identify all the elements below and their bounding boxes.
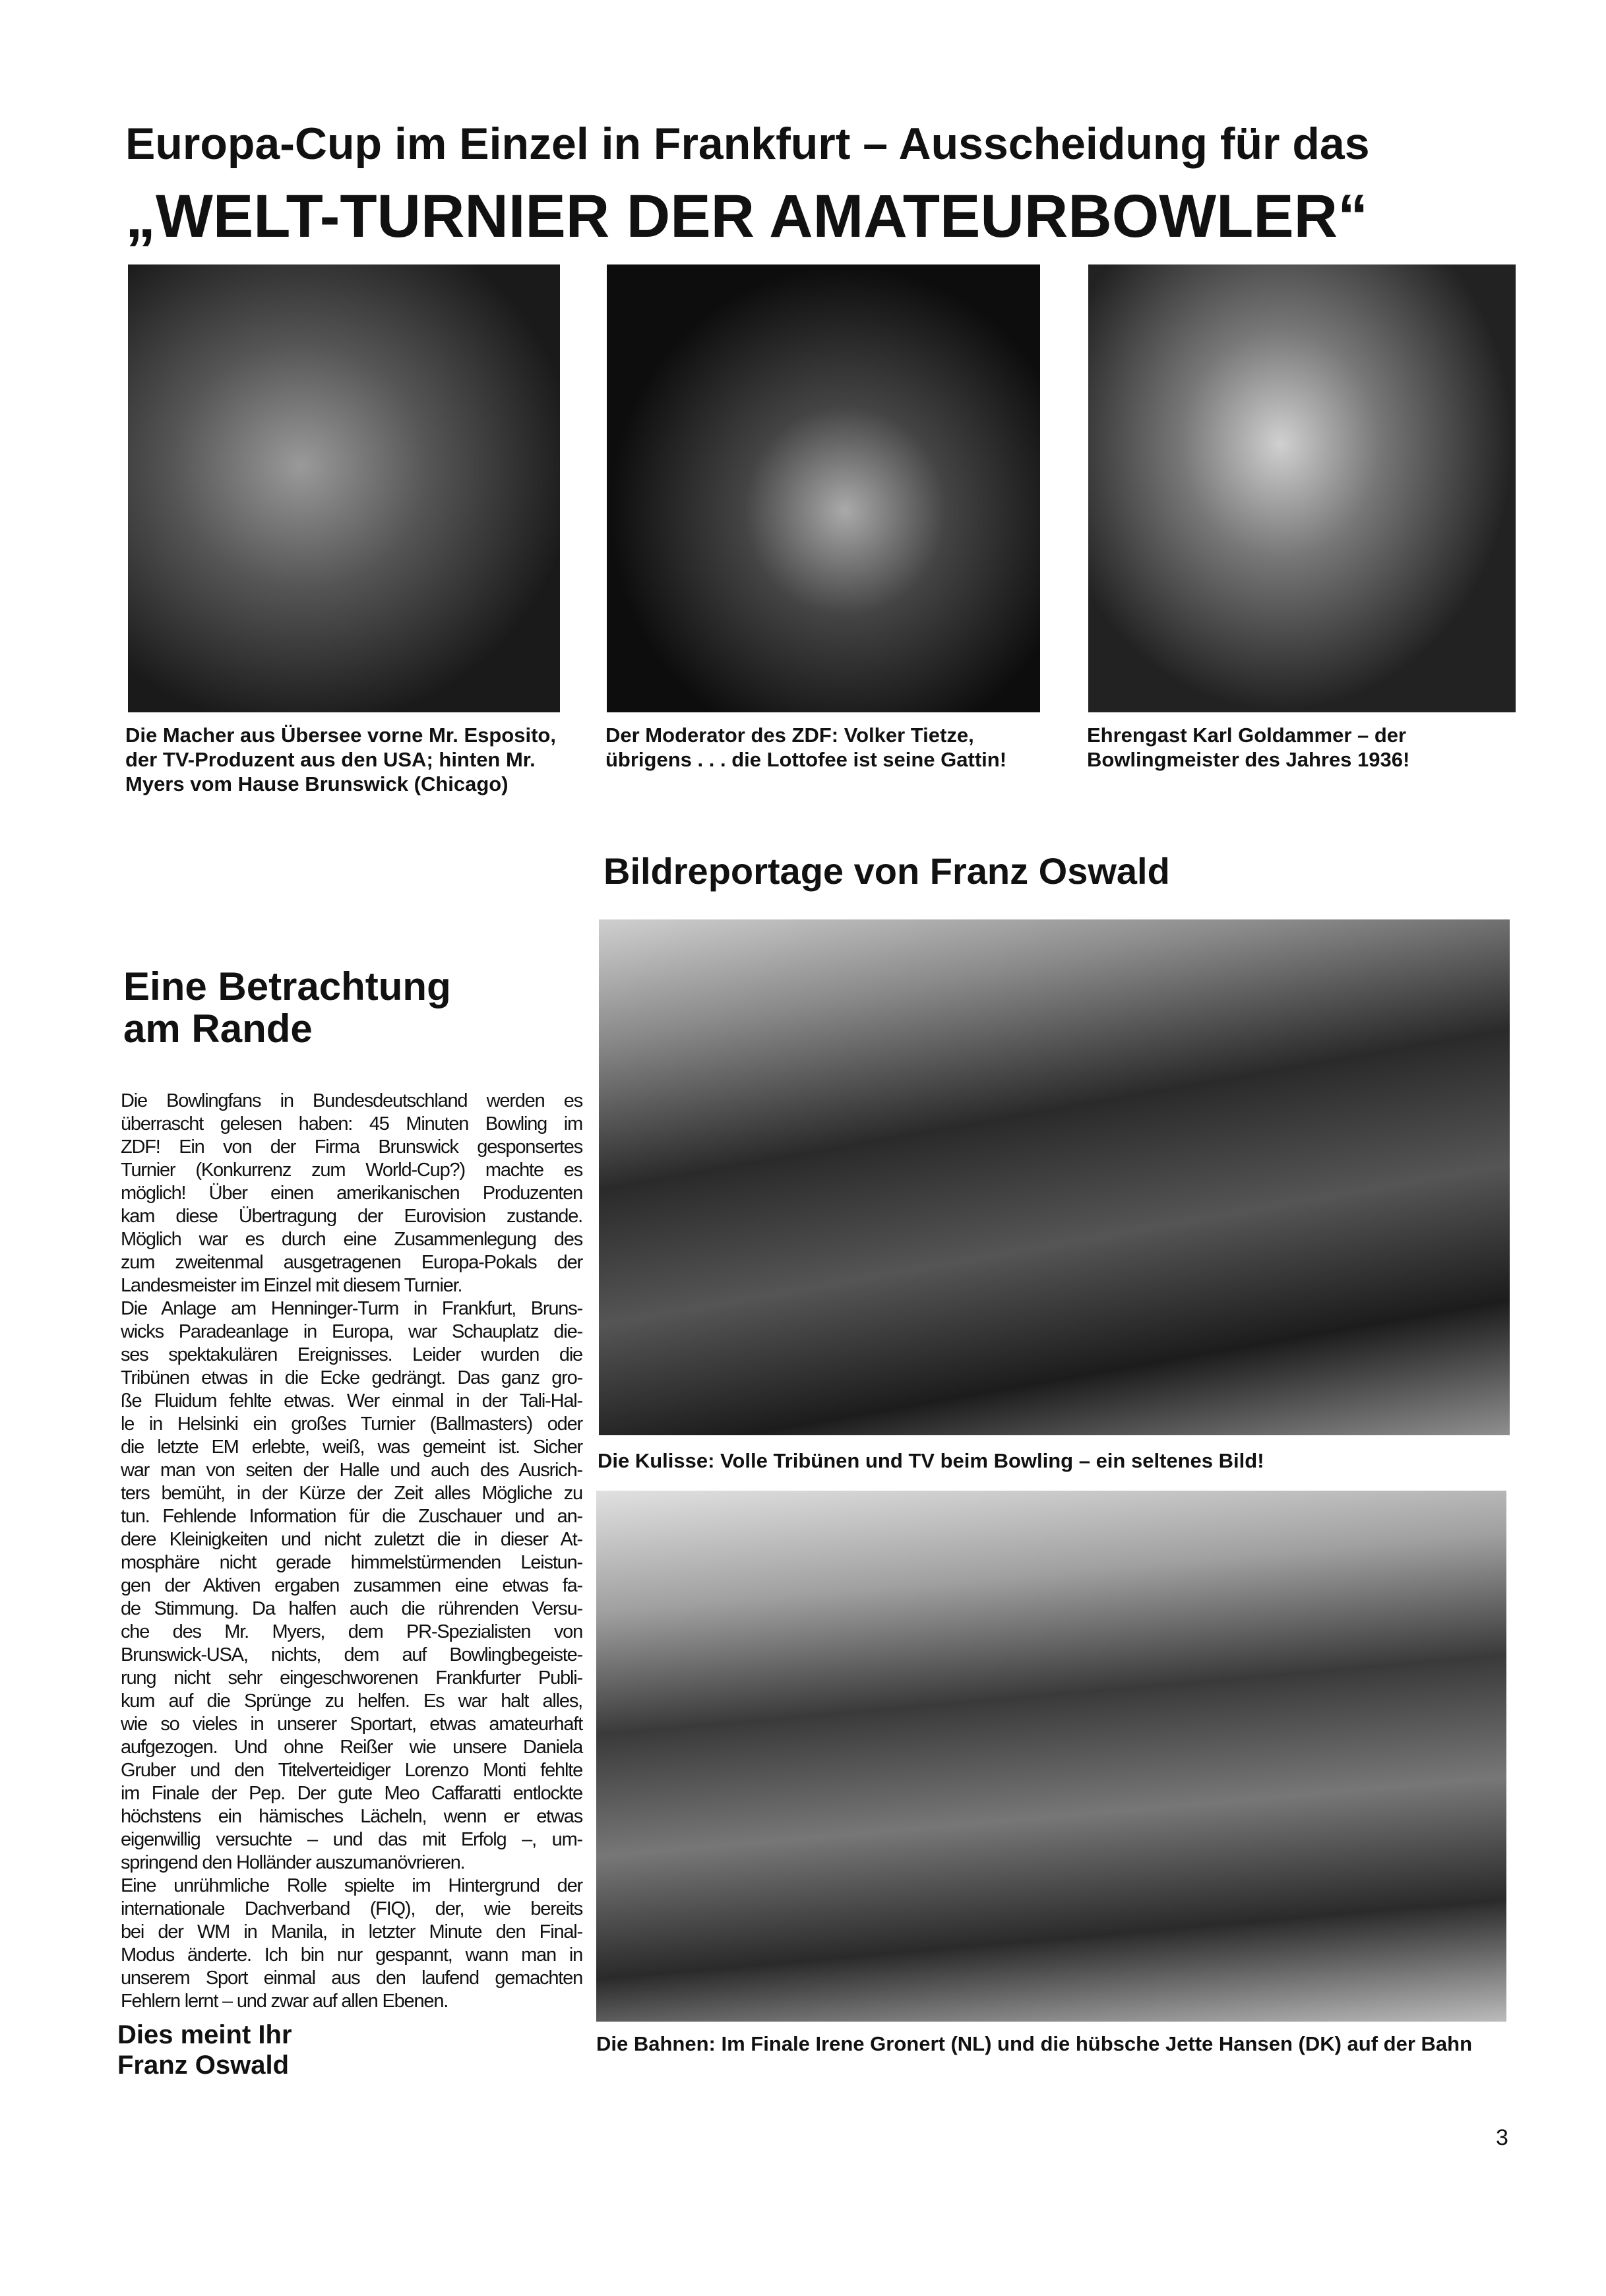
article-line: Landesmeister im Einzel mit diesem Turnier. — [121, 1275, 462, 1296]
article-line: Turnier (Konkurrenz zum World-Cup?) machte es — [121, 1160, 582, 1181]
page-number: 3 — [1496, 2125, 1508, 2150]
signature-line: Dies meint Ihr — [117, 2020, 292, 2049]
article-line: möglich! Über einen amerikanischen Produzenten — [121, 1183, 582, 1204]
article-line: war man von seiten der Halle und auch des Ausrich- — [121, 1460, 582, 1481]
article-line: ZDF! Ein von der Firma Brunswick gesponsertes — [121, 1136, 582, 1158]
photo-caption: Der Moderator des ZDF: Volker Tietze, übrigens . . . die Lottofee ist seine Gattin! — [605, 724, 1007, 771]
article-line: gen der Aktiven ergaben zusammen eine etwas fa- — [121, 1575, 582, 1596]
article-line: Die Bowlingfans in Bundesdeutschland werden es — [121, 1090, 582, 1111]
article-signature — [117, 2020, 292, 2080]
article-line: dere Kleinigkeiten und nicht zuletzt die in dieser At- — [121, 1529, 582, 1550]
photo-credit: Bildreportage von Franz Oswald — [603, 850, 1170, 892]
article-line: Die Anlage am Henninger-Turm in Frankfurt, Bruns- — [121, 1298, 582, 1319]
article-line: bei der WM in Manila, in letzter Minute den Final- — [121, 1921, 582, 1942]
article-line: überrascht gelesen haben: 45 Minuten Bowling im — [121, 1113, 582, 1134]
article-line: wie so vieles in unserer Sportart, etwas amateurhaft — [121, 1714, 582, 1735]
article-line: le in Helsinki ein großes Turnier (Ballmasters) oder — [121, 1413, 582, 1435]
article-heading-line: am Rande — [123, 1007, 313, 1051]
article-line: Fehlern lernt – und zwar auf allen Ebenen. — [121, 1991, 448, 2012]
article-line: höchstens ein hämisches Lächeln, wenn er etwas — [121, 1806, 582, 1827]
article-line: Eine unrühmliche Rolle spielte im Hintergrund der — [121, 1875, 582, 1896]
article-line: Möglich war es durch eine Zusammenlegung des — [121, 1229, 582, 1250]
article-heading-line: Eine Betrachtung — [123, 964, 451, 1008]
photo-caption: Die Macher aus Übersee vorne Mr. Esposito, der TV-Produzent aus den USA; hinten Mr. Myers vom Hause Brunswick (Chicago) — [125, 724, 556, 795]
headline — [125, 111, 1543, 256]
article-line: springend den Holländer auszumanövrieren. — [121, 1852, 465, 1873]
article-line: ses spektakulären Ereignisses. Leider wurden die — [121, 1344, 582, 1365]
photo-audience — [599, 919, 1510, 1435]
article-line: rung nicht sehr eingeschworenen Frankfurter Publi- — [121, 1667, 582, 1689]
signature-line: Franz Oswald — [117, 2051, 290, 2080]
article-line: che des Mr. Myers, dem PR-Spezialisten von — [121, 1621, 582, 1642]
article-line: Tribünen etwas in die Ecke gedrängt. Das ganz gro- — [121, 1367, 582, 1388]
photo-caption: Die Kulisse: Volle Tribünen und TV beim Bowling – ein seltenes Bild! — [598, 1449, 1264, 1472]
article-line: de Stimmung. Da halfen auch die rührenden Versu- — [121, 1598, 582, 1619]
photo-guest-of-honor — [1088, 264, 1516, 712]
article-line: Modus änderte. Ich bin nur gespannt, wann man in — [121, 1944, 582, 1966]
article-line: die letzte EM erlebte, weiß, was gemeint ist. Sicher — [121, 1437, 582, 1458]
article-line: mosphäre nicht gerade himmelstürmenden Leistun- — [121, 1552, 582, 1573]
article-line: Brunswick-USA, nichts, dem auf Bowlingbegeiste- — [121, 1644, 582, 1665]
article-line: Gruber und den Titelverteidiger Lorenzo Monti fehlte — [121, 1760, 582, 1781]
article-line: kam diese Übertragung der Eurovision zustande. — [121, 1206, 582, 1227]
article-line: ters bemüht, in der Kürze der Zeit alles Mögliche zu — [121, 1483, 582, 1504]
photo-caption: Die Bahnen: Im Finale Irene Gronert (NL) und die hübsche Jette Hansen (DK) auf der Bahn — [596, 2032, 1473, 2055]
headline-line2: „WELT-TURNIER DER AMATEURBOWLER“ — [125, 183, 1369, 250]
article-line: tun. Fehlende Information für die Zuschauer und an- — [121, 1506, 582, 1527]
article-heading — [123, 966, 451, 1050]
photo-caption: Ehrengast Karl Goldammer – der Bowlingmeister des Jahres 1936! — [1087, 724, 1410, 771]
photo-moderator — [607, 264, 1040, 712]
article-line: eigenwillig versuchte – und das mit Erfolg –, um- — [121, 1829, 582, 1850]
article-line: kum auf die Sprünge zu helfen. Es war halt alles, — [121, 1691, 582, 1712]
article-line: im Finale der Pep. Der gute Meo Caffaratti entlockte — [121, 1783, 582, 1804]
photo-producers — [128, 264, 560, 712]
article-line: unserem Sport einmal aus den laufend gemachten — [121, 1968, 582, 1989]
article-line: aufgezogen. Und ohne Reißer wie unsere Daniela — [121, 1737, 582, 1758]
article-line: zum zweitenmal ausgetragenen Europa-Pokals der — [121, 1252, 582, 1273]
headline-line1: Europa-Cup im Einzel in Frankfurt – Ausscheidung für das — [125, 119, 1370, 169]
article-line: wicks Paradeanlage in Europa, war Schauplatz die- — [121, 1321, 582, 1342]
photo-lanes — [596, 1491, 1506, 2022]
article-body — [121, 1090, 582, 2013]
article-line: internationale Dachverband (FIQ), der, wie bereits — [121, 1898, 582, 1919]
article-line: ße Fluidum fehlte etwas. Wer einmal in der Tali-Hal- — [121, 1390, 582, 1412]
